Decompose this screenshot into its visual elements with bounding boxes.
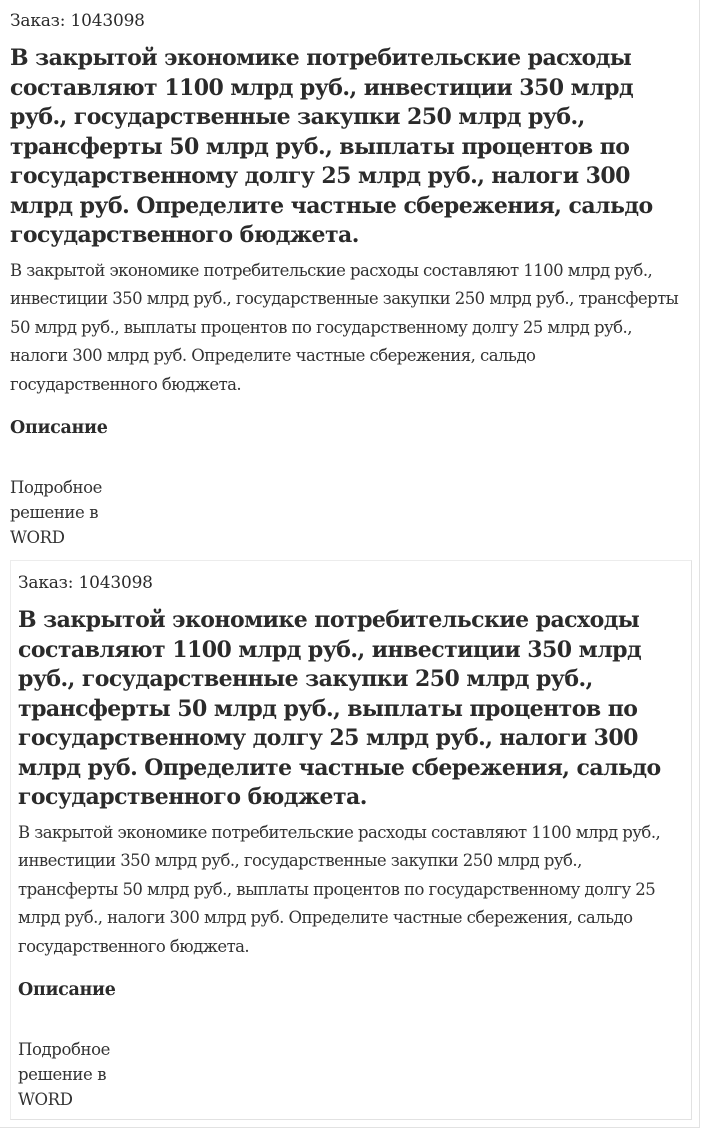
order-number: Заказ: 1043098 <box>10 11 145 31</box>
description-text: Подробное решение в WORD <box>10 478 103 547</box>
description-heading: Описание <box>10 418 108 438</box>
order-card-duplicate <box>18 570 682 1112</box>
order-number: Заказ: 1043098 <box>18 573 153 593</box>
description-text: Подробное решение в WORD <box>18 1040 111 1109</box>
task-text: В закрытой экономике потребительские расходы составляют 1100 млрд руб., инвестиции 350 млрд руб., государственные закупки 250 млрд руб., трансферты 50 млрд руб., выплаты процентов по государственному долгу 25 млрд руб., налоги 300 млрд руб. Определите частные сбережения, сальдо государственного бюджета. <box>10 260 679 394</box>
order-card-primary <box>10 8 686 550</box>
task-text: В закрытой экономике потребительские расходы составляют 1100 млрд руб., инвестиции 350 млрд руб., государственные закупки 250 млрд руб., трансферты 50 млрд руб., выплаты процентов по государственному долгу 25 млрд руб., налоги 300 млрд руб. Определите частные сбережения, сальдо государственного бюджета. <box>18 822 661 956</box>
task-title: В закрытой экономике потребительские расходы составляют 1100 млрд руб., инвестиции 350 млрд руб., государственные закупки 250 млрд руб., трансферты 50 млрд руб., выплаты процентов по государственному долгу 25 млрд руб., налоги 300 млрд руб. Определите частные сбережения, сальдо государственного бюджета. <box>18 607 661 810</box>
task-title: В закрытой экономике потребительские расходы составляют 1100 млрд руб., инвестиции 350 млрд руб., государственные закупки 250 млрд руб., трансферты 50 млрд руб., выплаты процентов по государственному долгу 25 млрд руб., налоги 300 млрд руб. Определите частные сбережения, сальдо государственного бюджета. <box>10 45 653 248</box>
description-heading: Описание <box>18 980 116 1000</box>
